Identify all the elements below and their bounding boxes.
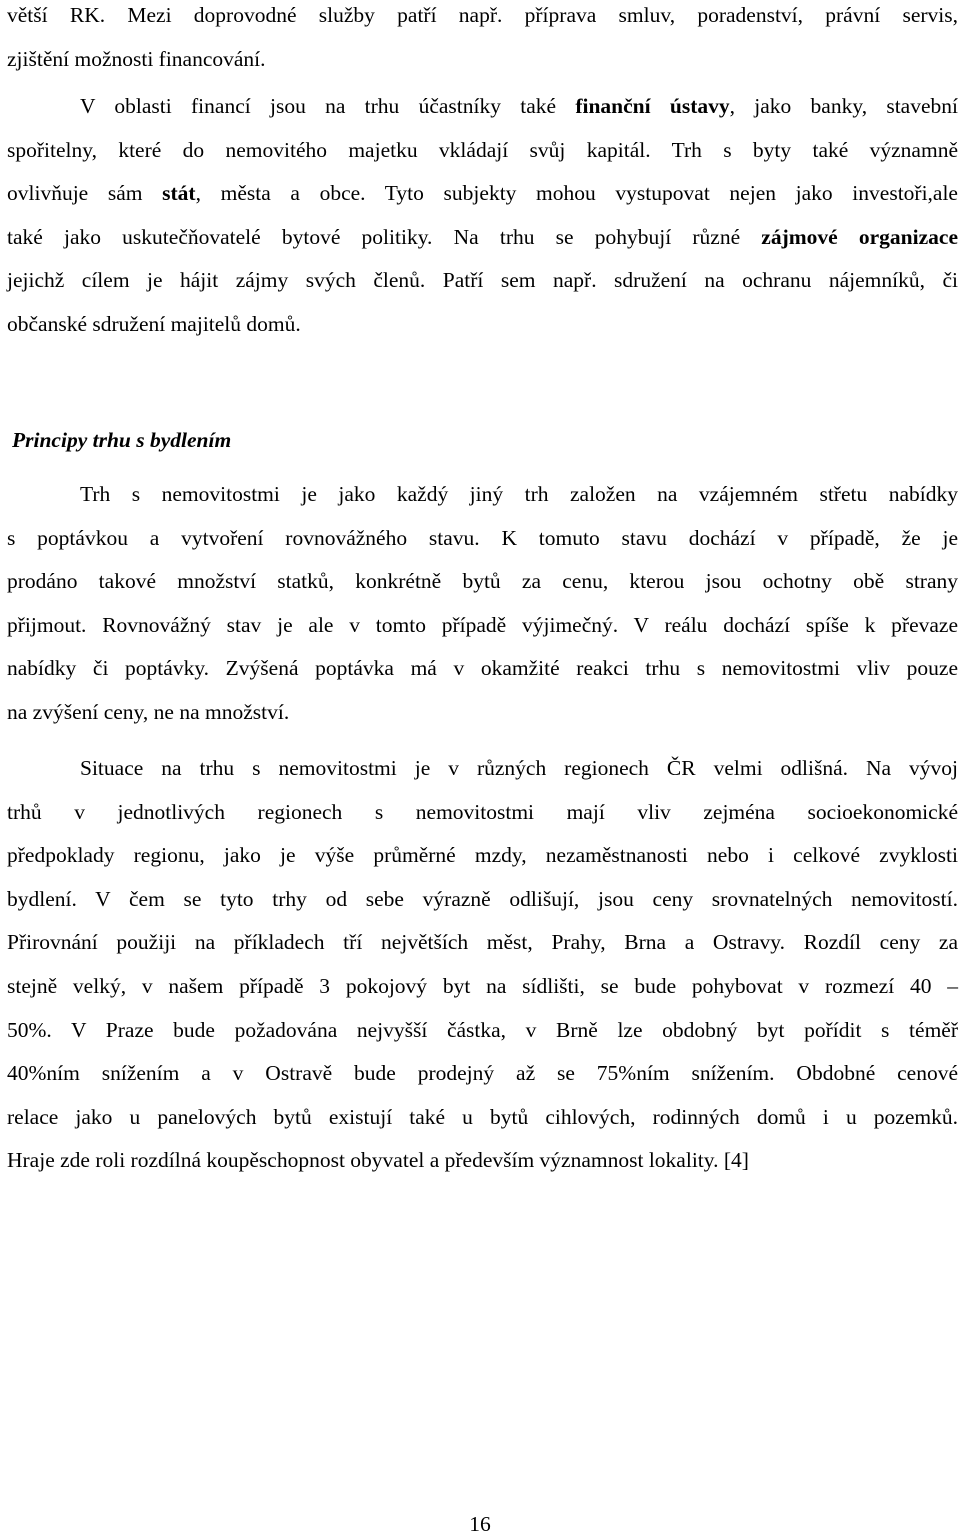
paragraph-market-principles [7, 473, 958, 735]
text-line: prodáno takové množství statků, konkrétně bytů za cenu, kterou jsou ochotny obě strany [7, 569, 958, 594]
text-line: Trh s nemovitostmi je jako každý jiný trh založen na vzájemném střetu nabídky [80, 482, 958, 506]
paragraph-services [7, 0, 958, 81]
text-line: V oblasti financí jsou na trhu účastníky také finanční ústavy, jako banky, stavební [80, 94, 958, 118]
text-line: ovlivňuje sám stát, města a obce. Tyto subjekty mohou vystupovat nejen jako investoři,ale [7, 181, 958, 206]
bold-term-financni-ustavy: finanční ústavy [575, 94, 730, 118]
text-line: přijmout. Rovnovážný stav je ale v tomto případě výjimečný. V reálu dochází spíše k převaze [7, 612, 958, 637]
text-line: Situace na trhu s nemovitostmi je v různých regionech ČR velmi odlišná. Na vývoj [80, 756, 958, 780]
text-line: 50%. V Praze bude požadována nejvyšší částka, v Brně lze obdobný byt pořídit s téměř [7, 1017, 958, 1042]
text-line: zjištění možnosti financování. [7, 46, 266, 71]
text-line: bydlení. V čem se tyto trhy od sebe výrazně odlišují, jsou ceny srovnatelných nemovitostí. [7, 886, 958, 911]
text-line: Hraje zde roli rozdílná koupěschopnost obyvatel a především významnost lokality. [4] [7, 1148, 749, 1173]
bold-term-stat: stát [162, 181, 196, 206]
text-line: trhů v jednotlivých regionech s nemovitostmi mají vliv zejména socioekonomické [7, 799, 958, 824]
text-line: spořitelny, které do nemovitého majetku vkládají svůj kapitál. Trh s byty také významně [7, 137, 958, 162]
section-heading: Principy trhu s bydlením [12, 428, 232, 452]
text-line: občanské sdružení majitelů domů. [7, 311, 301, 336]
bold-term-zajmove-organizace: zájmové organizace [761, 224, 958, 249]
text-line: 40%ním snížením a v Ostravě bude prodejný až se 75%ním snížením. Obdobné cenové [7, 1061, 958, 1086]
text-line: jejichž cílem je hájit zájmy svých členů. Patří sem např. sdružení na ochranu nájemníků, či [7, 268, 958, 293]
text-line: relace jako u panelových bytů existují také u bytů cihlových, rodinných domů i u pozemků. [7, 1104, 958, 1129]
text-line: předpoklady regionu, jako je výše průměrné mzdy, nezaměstnanosti nebo i celkové zvyklosti [7, 843, 958, 868]
page-number: 16 [469, 1512, 491, 1536]
text-line: na zvýšení ceny, ne na množství. [7, 699, 290, 724]
text-line: také jako uskutečňovatelé bytové politiky. Na trhu se pohybují různé zájmové organizace [7, 224, 958, 249]
text-line: stejně velký, v našem případě 3 pokojový byt na sídlišti, se bude pohybovat v rozmezí 40 – [7, 973, 958, 998]
paragraph-regional-situation [7, 747, 958, 1183]
text-line: větší RK. Mezi doprovodné služby patří např. příprava smluv, poradenství, právní servis, [7, 3, 958, 27]
text-line: nabídky či poptávky. Zvýšená poptávka má v okamžité reakci trhu s nemovitostmi vliv pouze [7, 656, 958, 681]
text-line: Přirovnání použiji na příkladech tří největších měst, Prahy, Brna a Ostravy. Rozdíl ceny za [7, 930, 958, 955]
text-line: s poptávkou a vytvoření rovnovážného stavu. K tomuto stavu dochází v případě, že je [7, 525, 958, 550]
paragraph-finance [7, 85, 958, 347]
